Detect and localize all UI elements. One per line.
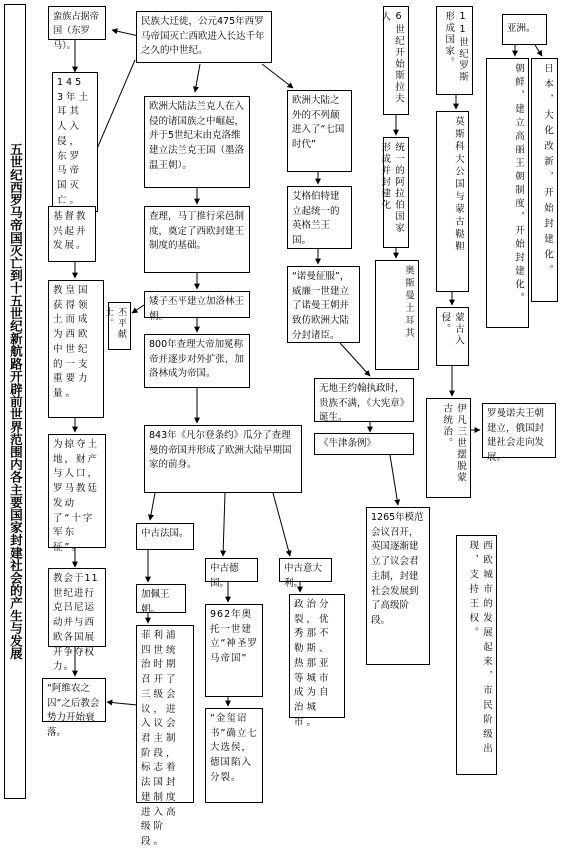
- node-medieval-germany: 中古德国。: [205, 558, 258, 582]
- node-byzantine-barbarians: 蛮族占据帝国（东罗马）。: [48, 6, 106, 40]
- node-verdun: 843年《凡尔登条约》瓜分了查理曼的帝国并形成了欧洲大陆早期国家的前身。: [144, 425, 302, 493]
- node-egbert: 艾格伯特建立起统一的英格兰王国。: [287, 186, 352, 249]
- node-medieval-italy: 中古意大利。: [279, 558, 332, 582]
- node-burghers: 西欧城市的发展起来，市民阶级出现，支持王权。: [456, 535, 497, 775]
- node-cluny: 教会于11世纪进行克吕尼运动并与西欧各国展开争夺权力。: [48, 568, 106, 647]
- node-heptarchy: 欧洲大陆之外的不列颠进入了“七国时代”: [287, 90, 352, 172]
- node-ivan3: 伊凡三世摆脱蒙古统治。: [426, 398, 471, 498]
- node-korea: 朝鲜，建立高丽王朝制度，开始封建化。: [486, 58, 529, 328]
- node-moscow-mongol: 莫斯科大公国与蒙古鞑靼: [436, 111, 469, 292]
- node-donation-pepin: 丕平献土。: [108, 302, 131, 350]
- node-arab: 统一的阿拉伯国家形成并封建化: [383, 137, 409, 248]
- node-italy-cities: 政治分裂，优秀那不勒斯、热那亚等城市成为自治城市。: [289, 594, 345, 718]
- node-franks: 欧洲大陆法兰克人在入侵的诸国族之中崛起，并于5世纪末由克洛维建立法兰克王国（墨洛温王朝）。: [144, 96, 250, 188]
- node-carolingian: 矮子丕平建立加洛林王朝。: [144, 291, 250, 318]
- node-philip4: 菲利浦四世统治时期召开了三级会议，进入议会君主制阶段，标志着法国封建制度进入高级阶段。: [136, 625, 194, 803]
- node-benefice: 查理，马丁推行采邑制度，奠定了西欧封建王制度的基础。: [144, 206, 250, 273]
- node-christianity: 基督教兴起并发展。: [48, 206, 96, 262]
- node-1453-fall: 1453年土耳其人入侵，东罗马帝国灭亡。: [52, 72, 98, 212]
- node-model-parliament: 1265年模范会议召开，英国逐渐建立了议会君主制，封建社会发展到了高级阶段。: [366, 507, 430, 665]
- node-ottoman: 奥斯曼土耳其: [375, 260, 419, 370]
- node-capetian: 加佩王朝。: [136, 584, 186, 613]
- node-slavs: 6世纪开始斯拉夫人: [383, 6, 409, 115]
- node-norman: “诺曼征服”，威廉一世建立了诺曼王朝并致仿欧洲大陆分封诸臣。: [287, 266, 360, 343]
- node-oxford: 《牛津条例》: [314, 433, 414, 455]
- node-japan: 日本，大化改新，开始封建化。: [531, 58, 558, 302]
- node-avignon: “阿维农之囚”之后教会势力开始衰落。: [42, 678, 106, 722]
- node-crusades: 为掠夺土地，财产与人口，罗马教廷发动了“十字军东征”。: [48, 434, 106, 548]
- node-medieval-france: 中古法国。: [136, 523, 194, 550]
- node-mongol-invasion: 蒙古入侵。: [436, 307, 469, 366]
- node-asia: 亚洲。: [502, 14, 547, 45]
- node-rus: 11世纪罗斯形成国家。: [436, 6, 473, 95]
- node-magna-carta: 无地王约翰执政时，贵族不满，《大宪章》诞生。: [314, 378, 414, 422]
- page-title: 五世纪西罗马帝国灭亡到十五世纪新航路开辟前世界范围内各主要国家封建社会的产生与发展: [4, 4, 26, 799]
- node-romanov: 罗曼诺夫王朝建立，俄国封建社会走向发展。: [482, 403, 556, 458]
- node-golden-bull: “金玺诏书”确立七大选侯，德国陷入分裂。: [205, 708, 263, 803]
- node-papal-state: 教皇国获得领土而成为西欧中世纪的一支重要力量。: [48, 280, 104, 418]
- node-charlemagne: 800年查理大帝加冕称帝并逐步对外扩张，加洛林成为帝国。: [144, 334, 250, 388]
- node-migration-475: 民族大迁徙，公元475年西罗马帝国灭亡西欧进入长达千年之久的中世纪。: [136, 11, 272, 63]
- node-otto-962: 962年奥托一世建立“神圣罗马帝国”: [205, 604, 263, 697]
